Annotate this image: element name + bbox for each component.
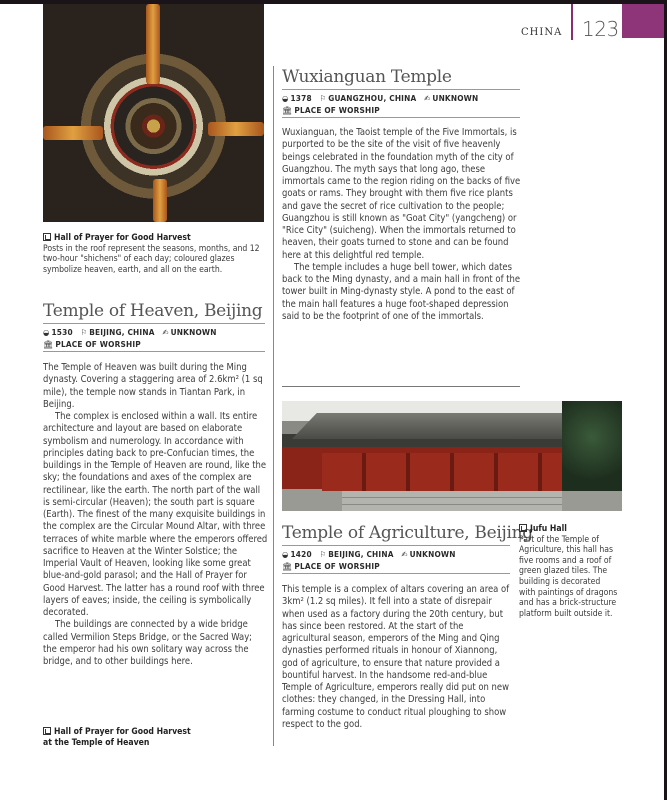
caption-text: Part of the Temple of Agriculture, this hall has five rooms and a roof of green glazed tiles. The building is decorated with paintings of dragons and has a brick-structure platform built outside it. <box>519 534 618 619</box>
entry-meta-wuxianguan <box>282 93 478 116</box>
caption-title: Hall of Prayer for Good Harvest <box>43 233 265 244</box>
header-divider <box>571 4 573 40</box>
photo-caption-icon <box>43 233 51 241</box>
caption-title-line2: at the Temple of Heaven <box>43 737 150 748</box>
ceiling-photo <box>43 4 264 222</box>
paragraph: The buildings are connected by a wide bridge called Vermilion Steps Bridge, or the Sacred Way; the emperor had his own solitary way across the bridge, and to other buildings here. <box>43 619 253 667</box>
running-head-section: CHINA <box>521 27 563 38</box>
photo-steps <box>342 491 562 511</box>
meta-rule <box>43 351 265 352</box>
architect-icon: ✍ <box>162 328 169 337</box>
photo-caption-icon <box>43 727 51 735</box>
meta-year: 1378 <box>290 93 312 103</box>
meta-architect: UNKNOWN <box>432 93 479 103</box>
entry-title-wuxianguan: Wuxianguan Temple <box>282 67 452 87</box>
photo-beam <box>208 122 264 136</box>
meta-type: PLACE OF WORSHIP <box>294 104 380 115</box>
photo-tree <box>562 401 622 491</box>
paragraph: The temple includes a huge bell tower, which dates back to the Ming dynasty, and a main hall in front of the tower built in Ming-dynasty style. A pond to the east of the main hall features a huge foot-shaped depression said to be the footprint of one of the immortals. <box>282 261 521 322</box>
architect-icon: ✍ <box>401 550 408 559</box>
jufu-hall-photo <box>282 401 622 511</box>
architect-icon: ✍ <box>424 94 431 103</box>
entry-meta-agriculture <box>282 549 456 572</box>
photo-roof <box>292 413 602 439</box>
jufu-caption <box>519 524 619 619</box>
title-rule <box>282 89 520 90</box>
location-flag-icon: ⚐ <box>319 550 327 559</box>
entry-body-temple-of-heaven <box>43 362 268 668</box>
meta-location: GUANGZHOU, CHINA <box>328 93 417 103</box>
meta-type: PLACE OF WORSHIP <box>55 338 141 349</box>
paragraph: This temple is a complex of altars covering an area of 3km² (1.2 sq miles). It fell into a state of disrepair when used as a factory during the 20th century, but has since been restored. At the start of the agricultural season, emperors of the Ming and Qing dynasties performed rituals in honour of Xiannong, god of agriculture, to ensure that nature provided a bountiful harvest. In the handsome red-and-blue Temple of Agriculture, emperors really did put on new clothes: they changed, in the Dressing Hall, into farming costume to conduct ritual ploughing to show respect to the god. <box>282 584 510 730</box>
section-rule <box>282 386 520 387</box>
ceiling-caption <box>43 233 265 275</box>
photo-caption-icon <box>519 524 527 532</box>
caption-title: Hall of Prayer for Good Harvest <box>43 727 265 738</box>
location-flag-icon: ⚐ <box>80 328 88 337</box>
date-icon: ◒ <box>282 550 289 559</box>
meta-year: 1420 <box>290 549 312 559</box>
scan-border-top <box>0 0 667 4</box>
column-divider <box>273 66 274 746</box>
meta-rule <box>282 573 510 574</box>
bottom-caption <box>43 727 265 748</box>
entry-title-temple-of-heaven: Temple of Heaven, Beijing <box>43 301 263 321</box>
photo-beam <box>43 126 103 140</box>
title-rule <box>282 545 510 546</box>
book-page <box>0 4 664 800</box>
meta-architect: UNKNOWN <box>409 549 456 559</box>
meta-year: 1530 <box>51 327 73 337</box>
entry-meta-temple-of-heaven <box>43 327 217 350</box>
caption-title: Jufu Hall <box>519 524 619 535</box>
paragraph: Wuxianguan, the Taoist temple of the Five Immortals, is purported to be the site of the visit of five heavenly beings celebrated in the foundation myth of the city of Guangzhou. The myth says that long ago, these immortals came to the region riding on the backs of five goats or rams. They brought with them five rice plants and gave the secret of rice cultivation to the people; Guangzhou is still known as "Goat City" (yangcheng) or "Rice City" (suicheng). When the immortals returned to heaven, their goats turned to stone and can be found here at this delightful red temple. <box>282 127 521 261</box>
entry-body-wuxianguan <box>282 127 522 323</box>
page-number: 123 <box>582 17 619 41</box>
meta-architect: UNKNOWN <box>170 327 217 337</box>
title-rule <box>43 323 265 324</box>
building-type-icon: 🏛 <box>43 339 54 349</box>
photo-beam <box>153 179 167 222</box>
meta-rule <box>282 117 520 118</box>
paragraph: The complex is enclosed within a wall. Its entire architecture and layout are based on elaborate symbolism and numerology. In accordance with principles dating back to pre-Confucian times, the buildings in the Temple of Heaven are round, like the sky; the foundations and axes of the complex are rectilinear, like the earth. The north part of the wall is semi-circular (Heaven); the south part is square (Earth). The finest of the many exquisite buildings in the complex are the Circular Mound Altar, with three terraces of white marble where the emperors offered sacrifice to Heaven at the Winter Solstice; the Imperial Vault of Heaven, looking like some great blue-and-gold parasol; and the Hall of Prayer for Good Harvest. The latter has a round roof with three layers of eaves; inside, the ceiling is symbolically decorated. <box>43 411 268 618</box>
meta-type: PLACE OF WORSHIP <box>294 560 380 571</box>
date-icon: ◒ <box>282 94 289 103</box>
paragraph: The Temple of Heaven was built during the Ming dynasty. Covering a staggering area of 2.6km² (1 sq mile), the temple now stands in Tiantan Park, in Beijing. <box>43 362 263 410</box>
photo-wall <box>322 453 582 491</box>
entry-body-agriculture <box>282 584 514 731</box>
meta-location: BEIJING, CHINA <box>89 327 155 337</box>
location-flag-icon: ⚐ <box>319 94 327 103</box>
photo-beam <box>146 4 160 84</box>
section-color-tab <box>622 4 664 38</box>
entry-title-agriculture: Temple of Agriculture, Beijing <box>282 523 533 543</box>
building-type-icon: 🏛 <box>282 105 293 115</box>
meta-location: BEIJING, CHINA <box>328 549 394 559</box>
date-icon: ◒ <box>43 328 50 337</box>
building-type-icon: 🏛 <box>282 561 293 571</box>
caption-text: Posts in the roof represent the seasons, months, and 12 two-hour "shichens" of each day; coloured glazes symbolize heaven, earth, and all on the earth. <box>43 243 260 275</box>
